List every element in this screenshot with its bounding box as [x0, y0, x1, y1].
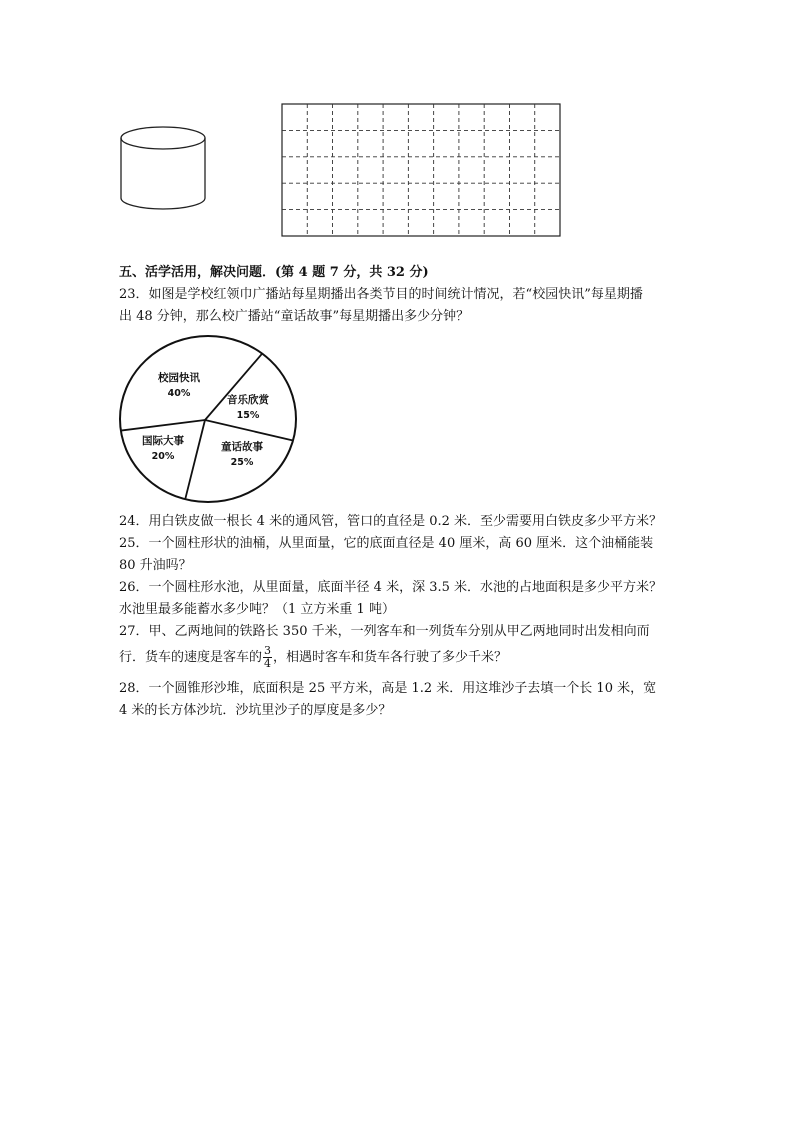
- question-23-line1: 23．如图是学校红领巾广播站每星期播出各类节目的时间统计情况，若“校园快讯”每星期播: [119, 287, 643, 302]
- pie-slice-boundary: [121, 420, 205, 431]
- question-28-line1: 28．一个圆锥形沙堆，底面积是 25 平方米，高是 1.2 米．用这堆沙子去填一个长 10 米，宽: [119, 681, 657, 696]
- cylinder-top-ellipse: [121, 127, 205, 149]
- question-27-line1: 27．甲、乙两地间的铁路长 350 千米，一列客车和一列货车分别从甲乙两地同时出发相向而: [119, 624, 650, 639]
- question-26-line2: 水池里最多能蓄水多少吨？（1 立方米重 1 吨）: [119, 602, 395, 617]
- pie-slice-campus-news-label: 校园快讯: [158, 372, 200, 384]
- question-27-line2-after: ，相遇时客车和货车各行驶了多少千米？: [273, 650, 508, 665]
- pie-slice-world-events-label: 国际大事: [142, 435, 184, 447]
- pie-slice-music-percent: 15%: [236, 410, 260, 421]
- pie-chart: [115, 333, 307, 509]
- pie-slice-music-label: 音乐欣赏: [227, 394, 269, 406]
- question-28-line2: 4 米的长方体沙坑．沙坑里沙子的厚度是多少？: [119, 703, 392, 718]
- question-25-line1: 25．一个圆柱形状的油桶，从里面量，它的底面直径是 40 厘米，高 60 厘米．这个油桶能装: [119, 536, 654, 551]
- cylinder-figure: [118, 124, 210, 214]
- question-26-line1: 26．一个圆柱形水池，从里面量，底面半径 4 米，深 3.5 米．水池的占地面积是多少平方米？: [119, 580, 663, 595]
- pie-slice-boundary: [205, 420, 293, 440]
- pie-slice-world-events-percent: 20%: [151, 451, 175, 462]
- grid-border: [282, 104, 560, 236]
- pie-slice-fairy-tales-percent: 25%: [230, 457, 254, 468]
- pie-slice-boundary: [185, 420, 205, 499]
- question-23-line2: 出 48 分钟，那么校广播站“童话故事”每星期播出多少分钟？: [119, 309, 470, 324]
- question-24-line1: 24．用白铁皮做一根长 4 米的通风管，管口的直径是 0.2 米．至少需要用白铁皮多少平方米？: [119, 514, 663, 529]
- section-heading: 五、活学活用，解决问题．(第 4 题 7 分，共 32 分): [119, 265, 429, 280]
- pie-slice-campus-news-percent: 40%: [167, 388, 191, 399]
- pie-outline: [120, 336, 296, 502]
- question-27-line2-before: 行．货车的速度是客车的: [119, 650, 263, 665]
- dashed-grid: [281, 103, 561, 237]
- fraction-denominator: 4: [264, 657, 272, 670]
- question-27-line2: [119, 645, 507, 670]
- question-25-line2: 80 升油吗？: [119, 558, 192, 573]
- pie-slice-fairy-tales-label: 童话故事: [221, 441, 263, 453]
- cylinder-bottom-arc: [121, 198, 205, 209]
- fraction: [263, 645, 272, 670]
- fraction-numerator: 3: [264, 644, 272, 657]
